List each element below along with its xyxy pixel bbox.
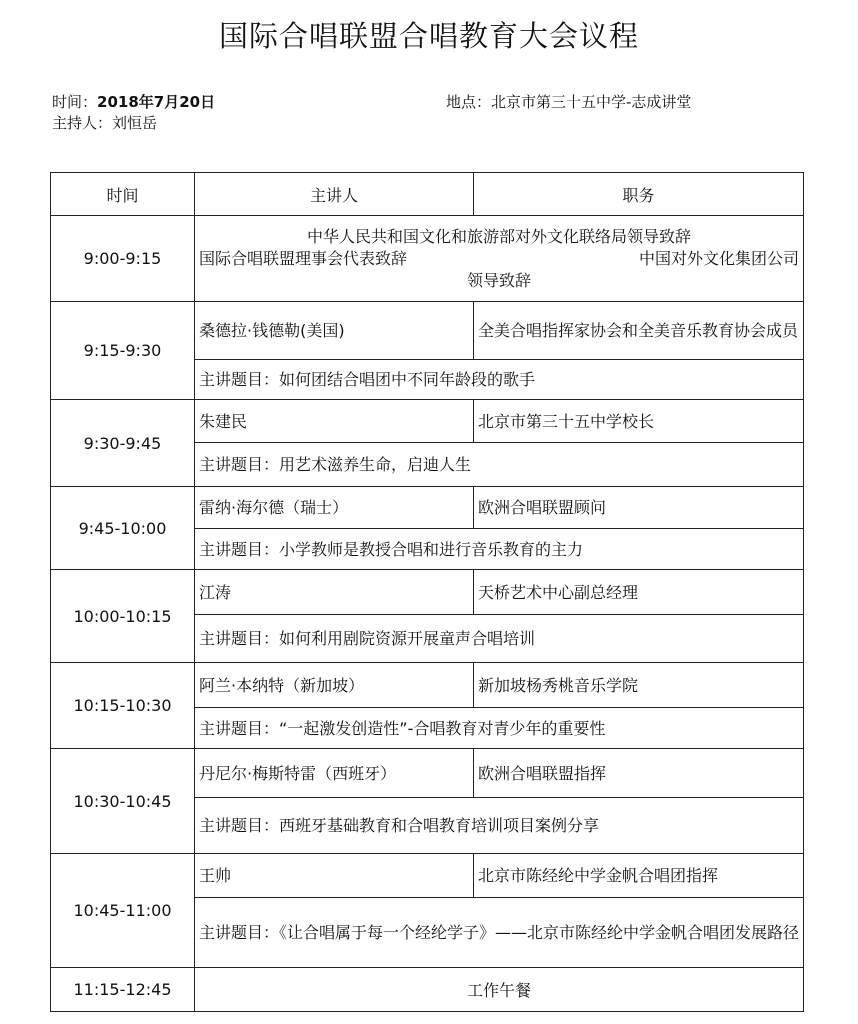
time-cell: 9:00-9:15	[51, 216, 195, 302]
speaker-cell: 王帅	[195, 854, 474, 898]
table-row	[51, 216, 804, 302]
topic-cell: 主讲题目：西班牙基础教育和合唱教育培训项目案例分享	[195, 798, 804, 854]
time-cell: 10:15-10:30	[51, 663, 195, 749]
time-cell: 10:45-11:00	[51, 854, 195, 968]
time-cell: 9:45-10:00	[51, 487, 195, 570]
opening-line: 领导致辞	[466, 270, 531, 290]
time-label: 时间：	[52, 93, 98, 111]
topic-cell: 主讲题目：小学教师是教授合唱和进行音乐教育的主力	[195, 529, 804, 570]
speaker-cell: 丹尼尔·梅斯特雷（西班牙）	[195, 749, 474, 798]
agenda-table	[50, 172, 804, 1012]
table-row	[51, 663, 804, 708]
time-cell: 11:15-12:45	[51, 968, 195, 1012]
table-row	[51, 749, 804, 798]
time-cell: 9:15-9:30	[51, 302, 195, 400]
table-row	[51, 302, 804, 360]
opening-line	[199, 248, 799, 270]
header-position: 职务	[474, 173, 804, 216]
place-value: 北京市第三十五中学-志成讲堂	[491, 93, 692, 111]
opening-line-left: 国际合唱联盟理事会代表致辞	[199, 248, 408, 268]
speaker-cell: 雷纳·海尔德（瑞士）	[195, 487, 474, 529]
lunch-cell: 工作午餐	[195, 968, 804, 1012]
topic-cell: 主讲题目：用艺术滋养生命，启迪人生	[195, 443, 804, 487]
time-value: 2018年7月20日	[97, 93, 216, 111]
speaker-cell: 桑德拉·钱德勒(美国)	[195, 302, 474, 360]
speaker-cell: 阿兰·本纳特（新加坡）	[195, 663, 474, 708]
table-row	[51, 570, 804, 615]
opening-line-right: 中国对外文化集团公司	[638, 248, 799, 268]
place-label: 地点：	[446, 93, 492, 111]
table-header-row	[51, 173, 804, 216]
position-cell: 欧洲合唱联盟顾问	[474, 487, 804, 529]
topic-cell: 主讲题目：如何利用剧院资源开展童声合唱培训	[195, 615, 804, 663]
host-label: 主持人：	[52, 114, 113, 132]
host-value: 刘恒岳	[112, 114, 158, 132]
speaker-cell: 朱建民	[195, 400, 474, 443]
position-cell: 天桥艺术中心副总经理	[474, 570, 804, 615]
table-row	[51, 968, 804, 1012]
meeting-place	[446, 92, 691, 112]
topic-cell: 主讲题目：《让合唱属于每一个经纶学子》——北京市陈经纶中学金帆合唱团发展路径	[195, 898, 804, 968]
table-row	[51, 854, 804, 898]
time-cell: 10:00-10:15	[51, 570, 195, 663]
header-time: 时间	[51, 173, 195, 216]
position-cell: 欧洲合唱联盟指挥	[474, 749, 804, 798]
position-cell: 全美合唱指挥家协会和全美音乐教育协会成员	[474, 302, 804, 360]
topic-cell: 主讲题目：如何团结合唱团中不同年龄段的歌手	[195, 360, 804, 400]
position-cell: 北京市陈经纶中学金帆合唱团指挥	[474, 854, 804, 898]
table-row	[51, 400, 804, 443]
meeting-host	[52, 113, 157, 133]
position-cell: 北京市第三十五中学校长	[474, 400, 804, 443]
topic-cell: 主讲题目：“一起激发创造性”-合唱教育对青少年的重要性	[195, 708, 804, 749]
time-cell: 9:30-9:45	[51, 400, 195, 487]
table-row	[51, 487, 804, 529]
speaker-cell: 江涛	[195, 570, 474, 615]
opening-remarks	[195, 216, 804, 302]
meeting-time	[52, 92, 215, 112]
time-cell: 10:30-10:45	[51, 749, 195, 854]
opening-line: 中华人民共和国文化和旅游部对外文化联络局领导致辞	[306, 226, 691, 246]
header-speaker: 主讲人	[195, 173, 474, 216]
position-cell: 新加坡杨秀桃音乐学院	[474, 663, 804, 708]
page-title: 国际合唱联盟合唱教育大会议程	[218, 19, 639, 53]
